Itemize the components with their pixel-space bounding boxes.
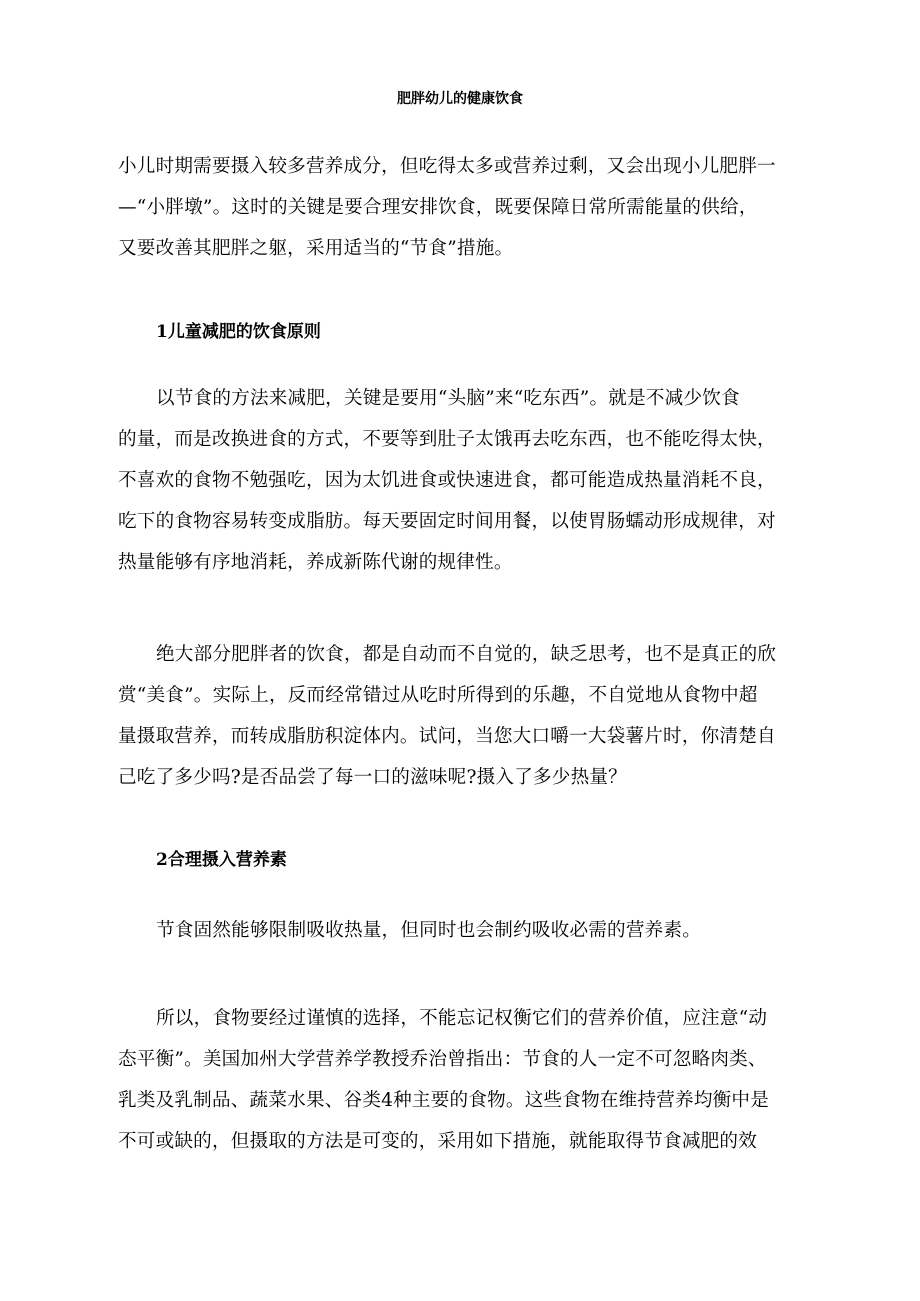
- paragraph-line: 以节食的方法来减肥，关键是要用“头脑”来“吃东西”。就是不减少饮食: [156, 388, 740, 409]
- paragraph-line: 吃下的食物容易转变成脂肪。每天要固定时间用餐，以使胃肠蠕动形成规律，对: [118, 511, 776, 532]
- section2-paragraph-2: [118, 998, 808, 1162]
- section1-paragraph-1: [118, 378, 808, 583]
- paragraph-line: 赏“美食”。实际上，反而经常错过从吃时所得到的乐趣，不自觉地从食物中超: [118, 685, 758, 706]
- paragraph-line: 乳类及乳制品、蔬菜水果、谷类4种主要的食物。这些食物在维持营养均衡中是: [118, 1090, 770, 1111]
- intro-paragraph: [118, 146, 808, 269]
- paragraph-line: 不可或缺的，但摄取的方法是可变的，采用如下措施，就能取得节食减肥的效: [118, 1131, 757, 1152]
- section-heading-1: 1儿童减肥的饮食原则: [156, 322, 321, 342]
- paragraph-line: 态平衡”。美国加州大学营养学教授乔治曾指出：节食的人一定不可忽略肉类、: [118, 1049, 767, 1070]
- paragraph-line: 小儿时期需要摄入较多营养成分，但吃得太多或营养过剩，又会出现小儿肥胖一: [118, 156, 776, 177]
- document-title: 肥胖幼儿的健康饮食: [397, 91, 523, 107]
- paragraph-line: 量摄取营养，而转成脂肪积淀体内。试问，当您大口嚼一大袋薯片时，你清楚自: [118, 726, 776, 747]
- paragraph-line: 己吃了多少吗?是否品尝了每一口的滋味呢?摄入了多少热量？: [118, 767, 627, 788]
- paragraph-line: 不喜欢的食物不勉强吃，因为太饥进食或快速进食，都可能造成热量消耗不良，: [118, 470, 776, 491]
- paragraph-line: 又要改善其肥胖之躯，采用适当的“节食”措施。: [118, 238, 514, 259]
- paragraph-line: 节食固然能够限制吸收热量，但同时也会制约吸收必需的营养素。: [156, 920, 702, 941]
- paragraph-line: 的量，而是改换进食的方式，不要等到肚子太饿再去吃东西，也不能吃得太快，: [118, 429, 776, 450]
- paragraph-line: 绝大部分肥胖者的饮食，都是自动而不自觉的，缺乏思考，也不是真正的欣: [156, 644, 777, 665]
- section-heading-2: 2合理摄入营养素: [156, 850, 287, 870]
- section1-paragraph-2: [118, 634, 808, 798]
- section2-paragraph-1: [118, 910, 808, 951]
- paragraph-line: 热量能够有序地消耗，养成新陈代谢的规律性。: [118, 552, 513, 573]
- paragraph-line: —“小胖墩”。这时的关键是要合理安排饮食，既要保障日常所需能量的供给，: [118, 197, 758, 218]
- paragraph-line: 所以，食物要经过谨慎的选择，不能忘记权衡它们的营养价值，应注意“动: [156, 1008, 768, 1029]
